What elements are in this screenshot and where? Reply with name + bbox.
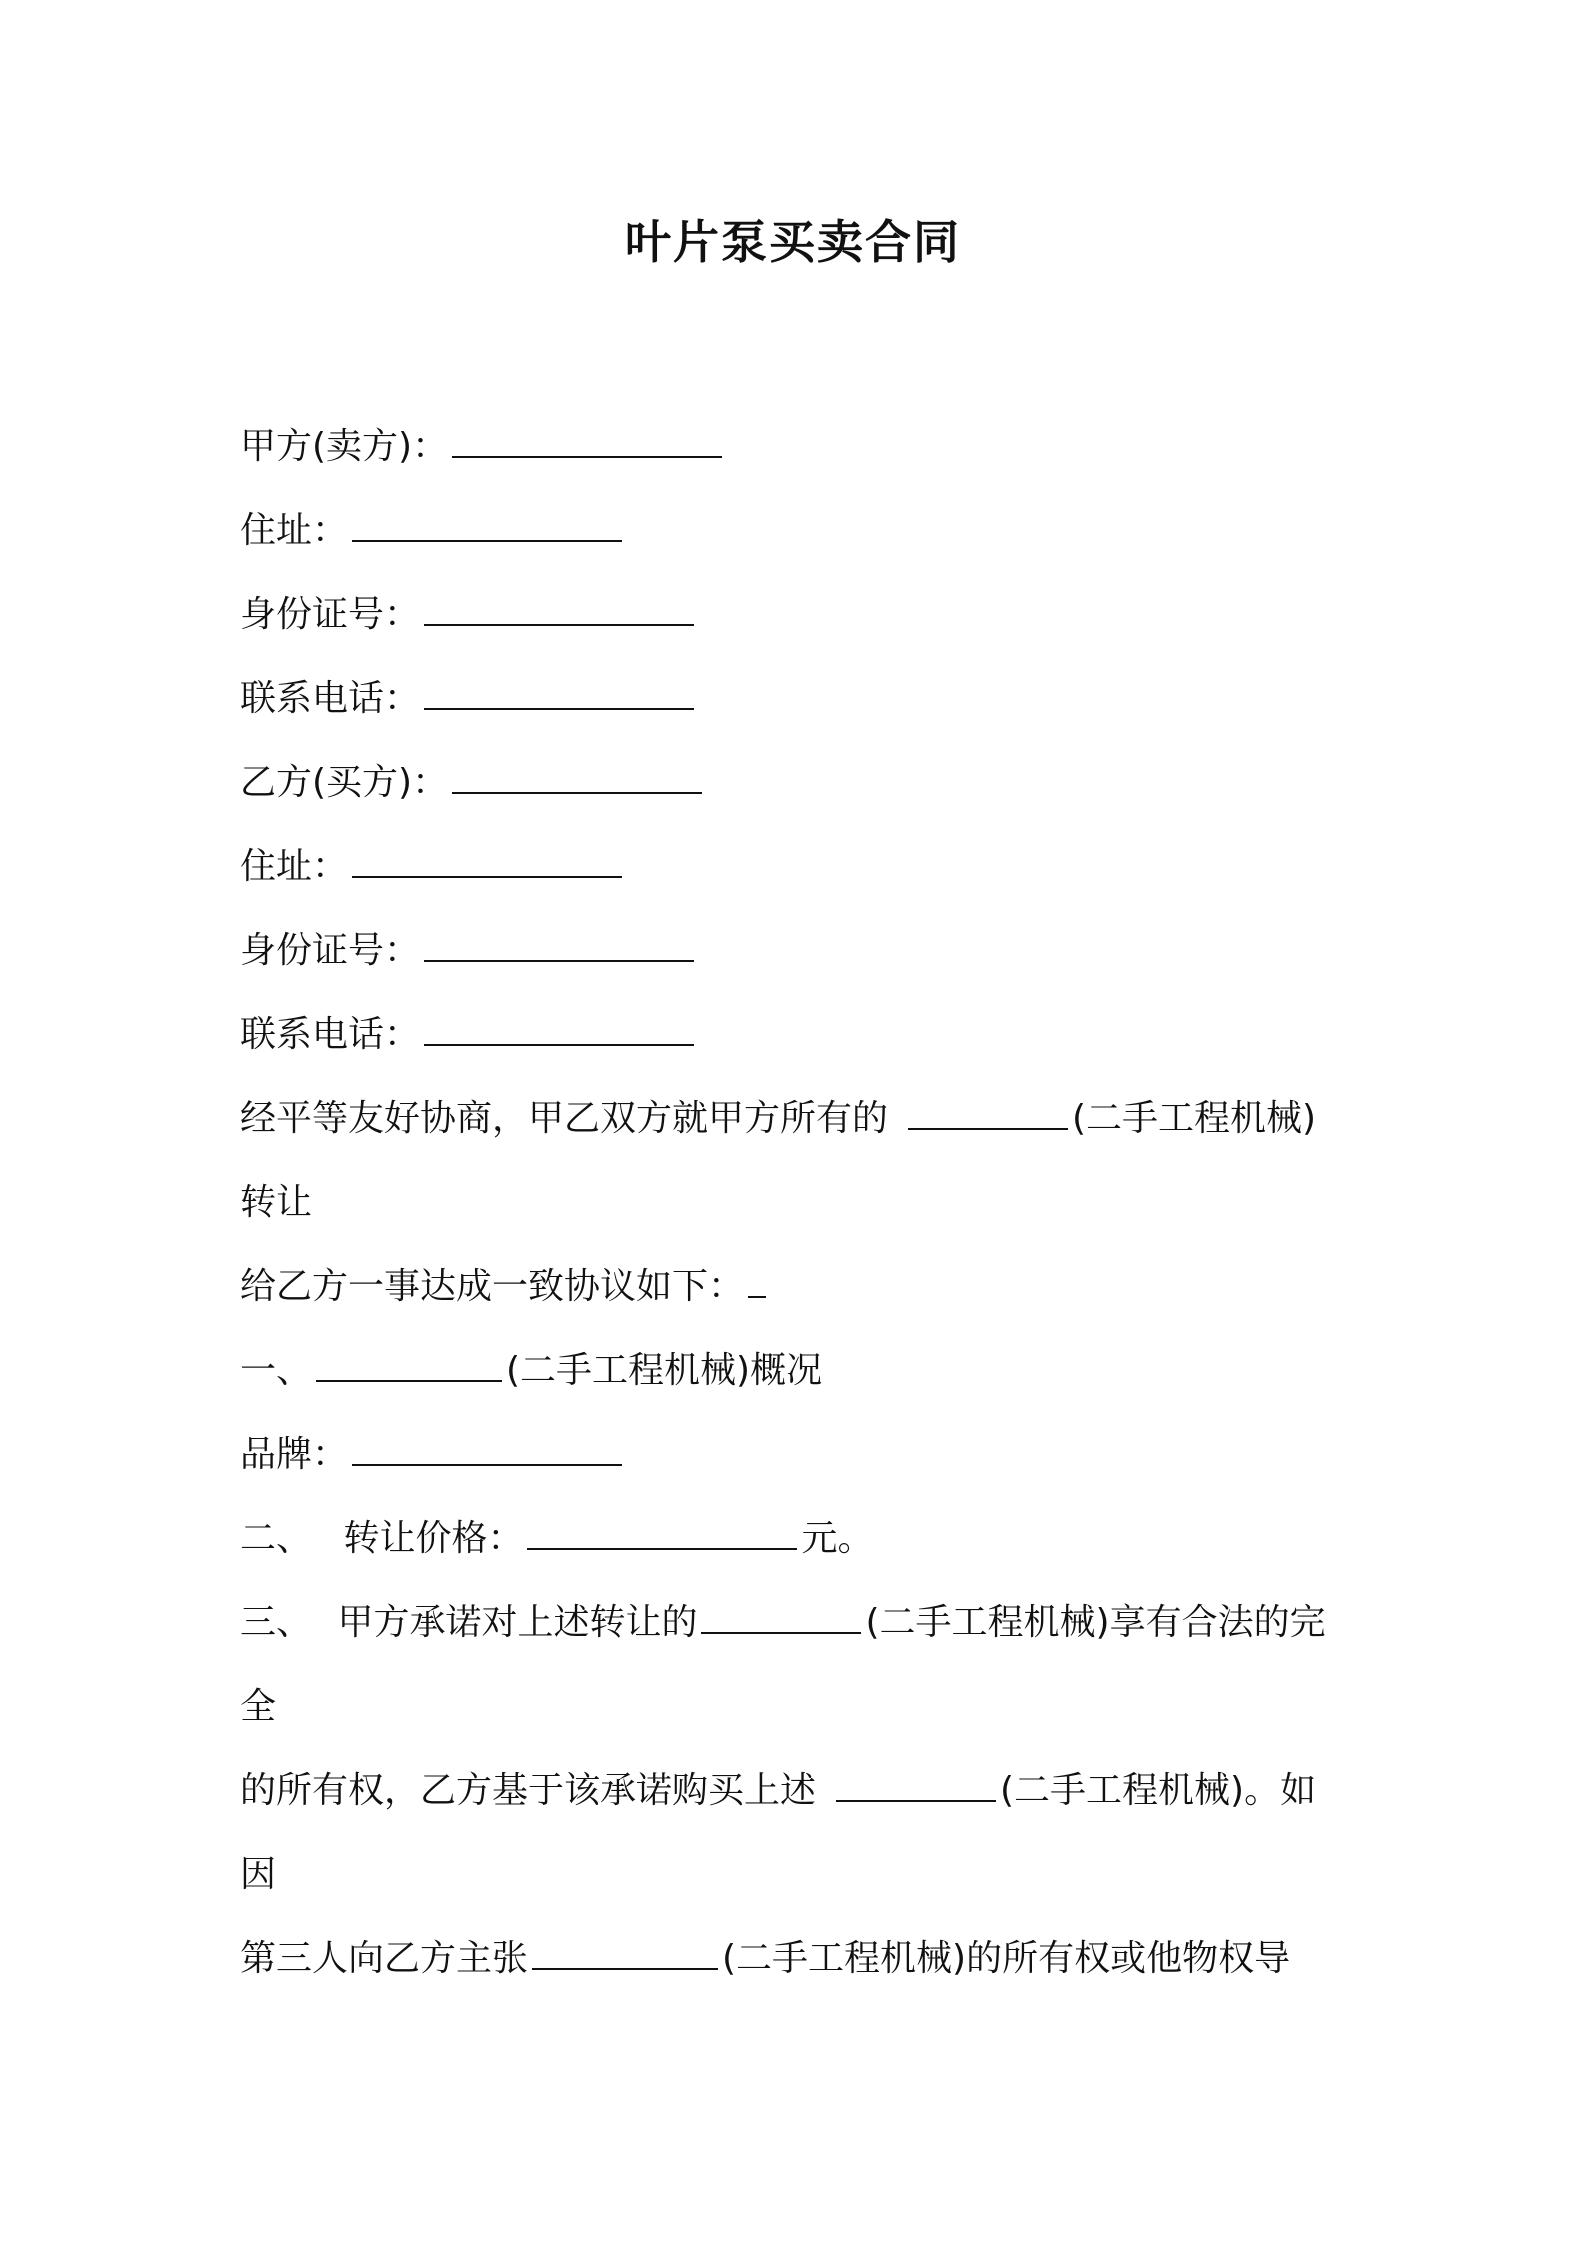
preamble-text: 经平等友好协商，甲乙双方就甲方所有的 — [240, 1098, 889, 1139]
preamble-text: 给乙方一事达成一致协议如下： — [240, 1266, 745, 1307]
field-label: 住址： — [240, 846, 349, 887]
clause-number: 一、 — [240, 1350, 313, 1391]
clause-text: 全 — [240, 1686, 277, 1727]
machine-blank — [316, 1354, 502, 1382]
field-label: 联系电话： — [240, 1014, 421, 1055]
machine-blank — [532, 1942, 718, 1970]
machine-blank — [701, 1606, 861, 1634]
seller-name-blank — [452, 430, 722, 458]
clause-number: 二、 — [240, 1518, 313, 1559]
clause-text: 第三人向乙方主张 — [240, 1938, 529, 1979]
buyer-phone-blank — [424, 1018, 694, 1046]
clause-text: 元。 — [801, 1518, 874, 1559]
seller-id-blank — [424, 598, 694, 626]
clause-text: (二手工程机械)。如 — [1000, 1770, 1317, 1811]
clause-3-line-5 — [240, 1917, 1360, 2001]
short-blank — [748, 1270, 766, 1298]
preamble-line-2 — [240, 1161, 1360, 1245]
clause-number: 三、 — [240, 1602, 313, 1643]
document-body — [240, 405, 1360, 2001]
brand-line — [240, 1413, 1360, 1497]
clause-3-line-2 — [240, 1665, 1360, 1749]
field-label: 甲方(卖方)： — [240, 426, 449, 467]
brand-blank — [352, 1438, 622, 1466]
buyer-name-blank — [452, 766, 702, 794]
seller-address-blank — [352, 514, 622, 542]
clause-text: (二手工程机械)享有合法的完 — [865, 1602, 1326, 1643]
field-label: 品牌： — [240, 1434, 349, 1475]
price-blank — [527, 1522, 797, 1550]
preamble-text: 转让 — [240, 1182, 313, 1223]
document-title: 叶片泵买卖合同 — [625, 215, 961, 269]
clause-2-line — [240, 1497, 1360, 1581]
clause-3-line-1 — [240, 1581, 1360, 1665]
field-label: 身份证号： — [240, 594, 421, 635]
buyer-address-line — [240, 825, 1360, 909]
field-label: 联系电话： — [240, 678, 421, 719]
field-label: 乙方(买方)： — [240, 762, 449, 803]
machine-blank — [908, 1102, 1068, 1130]
preamble-text: (二手工程机械) — [1072, 1098, 1317, 1139]
buyer-id-line — [240, 909, 1360, 993]
field-label: 住址： — [240, 510, 349, 551]
clause-text: (二手工程机械)的所有权或他物权导 — [722, 1938, 1291, 1979]
clause-text: 的所有权，乙方基于该承诺购买上述 — [240, 1770, 817, 1811]
clause-text: 甲方承诺对上述转让的 — [337, 1602, 698, 1643]
buyer-phone-line — [240, 993, 1360, 1077]
seller-id-line — [240, 573, 1360, 657]
clause-1-line — [240, 1329, 1360, 1413]
machine-blank — [836, 1774, 996, 1802]
clause-3-line-4 — [240, 1833, 1360, 1917]
field-label: 身份证号： — [240, 930, 421, 971]
buyer-address-blank — [352, 850, 622, 878]
seller-phone-line — [240, 657, 1360, 741]
seller-address-line — [240, 489, 1360, 573]
seller-name-line — [240, 405, 1360, 489]
buyer-id-blank — [424, 934, 694, 962]
preamble-line-3 — [240, 1245, 1360, 1329]
clause-text: 转让价格： — [343, 1518, 524, 1559]
seller-phone-blank — [424, 682, 694, 710]
clause-text: (二手工程机械)概况 — [506, 1350, 823, 1391]
clause-text: 因 — [240, 1854, 277, 1895]
clause-3-line-3 — [240, 1749, 1360, 1833]
preamble-line-1 — [240, 1077, 1360, 1161]
buyer-name-line — [240, 741, 1360, 825]
